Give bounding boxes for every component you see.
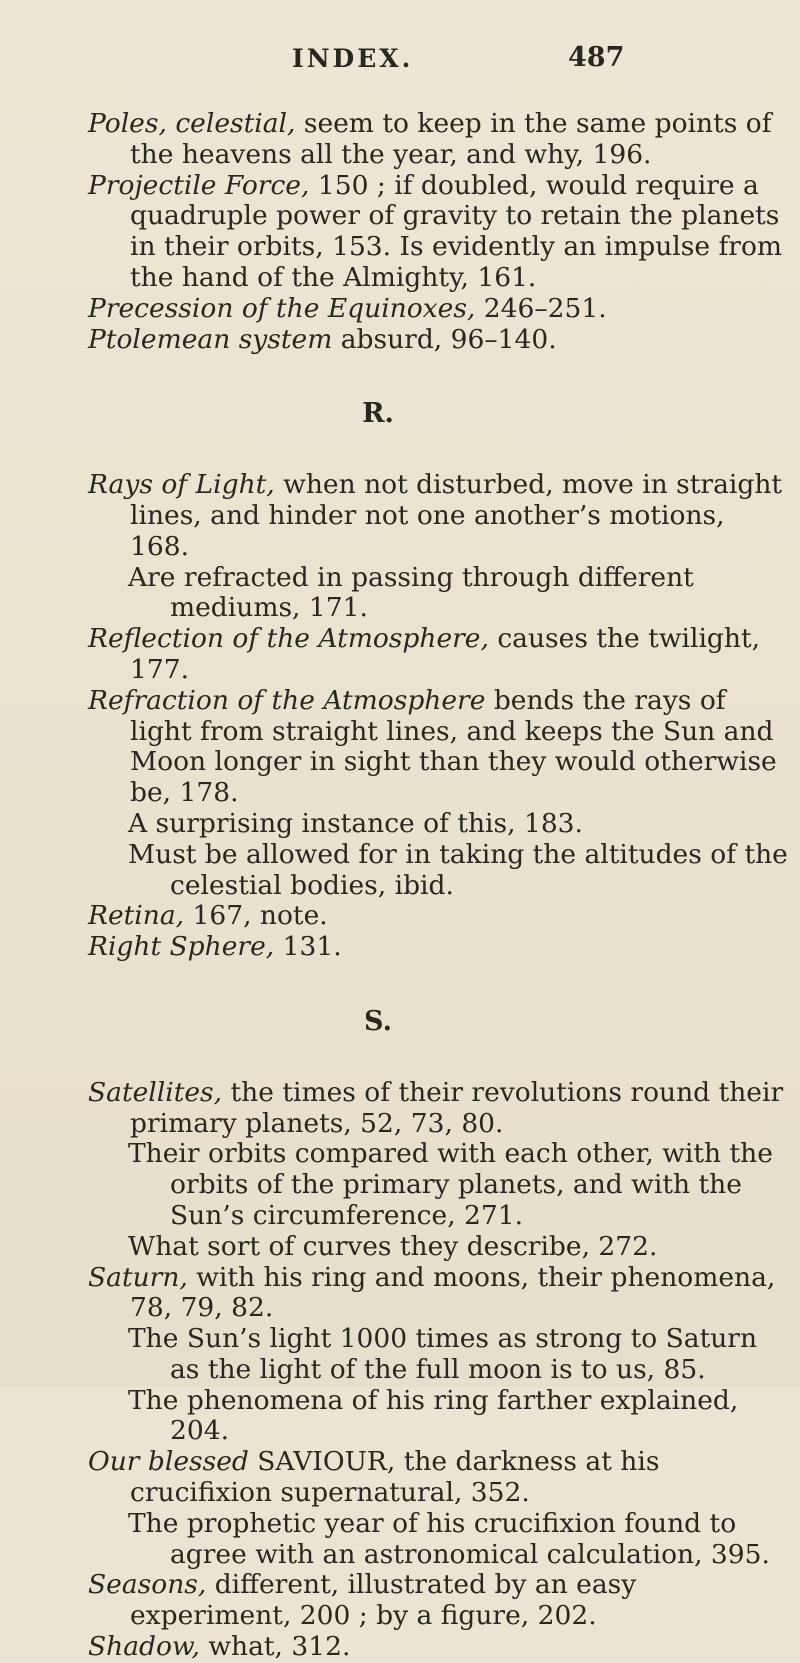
index-entry — [88, 1632, 788, 1663]
entry-term: Poles, celestial, — [88, 108, 296, 139]
entry-text: 150 ; if doubled, would require a quadruple power of gravity to retain the planets in their orbits, 153. Is evidently an impulse from the hand of the Almighty, 161. — [130, 169, 783, 293]
entry-text: 131. — [274, 931, 342, 963]
entry-term: Rays of Light, — [88, 469, 275, 501]
entry-text: the times of their revolutions round their primary planets, 52, 73, 80. — [130, 1076, 784, 1139]
index-subentry — [128, 840, 788, 902]
section-letter: S. — [364, 1005, 392, 1037]
index-entry — [88, 686, 788, 809]
entry-text: Are refracted in passing through different mediums, 171. — [128, 561, 694, 624]
page-number: 487 — [568, 42, 625, 73]
entry-text: 246–251. — [475, 292, 607, 324]
index-subentry — [128, 1509, 788, 1571]
header-title: INDEX. — [292, 44, 414, 73]
entry-term: Shadow, — [88, 1631, 200, 1663]
entry-term: Precession of the Equinoxes, — [88, 292, 476, 324]
index-subentry — [128, 809, 788, 840]
entry-term: Ptolemean system — [88, 323, 333, 355]
entry-text: The prophetic year of his crucifixion found to agree with an astronomical calculation, 395. — [128, 1507, 770, 1570]
entry-text: with his ring and moons, their phenomena, 78, 79, 82. — [130, 1261, 776, 1324]
index-entry — [88, 901, 788, 932]
index-entry — [88, 1570, 788, 1632]
entry-text: What sort of curves they describe, 272. — [128, 1230, 658, 1262]
index-subentry — [128, 1324, 788, 1386]
entry-text: seem to keep in the same points of the heavens all the year, and why, 196. — [130, 108, 772, 170]
index-entry — [88, 171, 788, 294]
entry-term: Right Sphere, — [88, 931, 275, 963]
entry-term: Satellites, — [88, 1076, 223, 1108]
index-entry — [88, 325, 788, 356]
entry-term: Retina, — [88, 900, 185, 932]
entry-text: Their orbits compared with each other, with the orbits of the primary planets, and with the Sun’s circumference, 271. — [128, 1138, 773, 1231]
entry-term: Our blessed — [88, 1446, 249, 1478]
index-entry — [88, 932, 788, 963]
entry-term: Refraction of the Atmosphere — [88, 684, 486, 716]
index-entry — [88, 624, 788, 686]
entry-text: what, 312. — [199, 1631, 351, 1663]
index-entry — [88, 470, 788, 562]
index-content — [88, 109, 788, 1663]
entry-term: Reflection of the Atmosphere, — [88, 623, 489, 655]
entry-term: Seasons, — [88, 1569, 207, 1601]
entry-text: absurd, 96–140. — [332, 323, 557, 355]
index-entry — [88, 294, 788, 325]
index-subentry — [128, 1232, 788, 1263]
entry-term: Projectile Force, — [88, 169, 310, 201]
index-entry — [88, 1078, 788, 1140]
entry-text: causes the twilight, 177. — [130, 623, 761, 685]
entry-text: 167, note. — [184, 900, 328, 932]
entry-text: Must be allowed for in taking the altitudes of the celestial bodies, ibid. — [128, 838, 788, 901]
index-entry — [88, 109, 788, 171]
entry-text: A surprising instance of this, 183. — [128, 807, 583, 839]
running-header — [0, 34, 800, 74]
entry-text: The phenomena of his ring farther explained, 204. — [128, 1384, 739, 1447]
index-subentry — [128, 563, 788, 625]
entry-text: bends the rays of light from straight lines, and keeps the Sun and Moon longer in sight than they would otherwise be, 178. — [130, 684, 777, 809]
index-subentry — [128, 1386, 788, 1448]
entry-text: SAVIOUR, the darkness at his crucifixion supernatural, 352. — [130, 1446, 660, 1509]
index-entry — [88, 1263, 788, 1325]
section-letter: R. — [362, 398, 394, 430]
entry-term: Saturn, — [88, 1261, 188, 1293]
index-subentry — [128, 1139, 788, 1231]
index-entry — [88, 1447, 788, 1509]
entry-text: different, illustrated by an easy experiment, 200 ; by a figure, 202. — [130, 1569, 637, 1632]
entry-text: when not disturbed, move in straight lines, and hinder not one another’s motions, 168. — [130, 469, 783, 562]
entry-text: The Sun’s light 1000 times as strong to Saturn as the light of the full moon is to us, 85. — [128, 1323, 758, 1385]
